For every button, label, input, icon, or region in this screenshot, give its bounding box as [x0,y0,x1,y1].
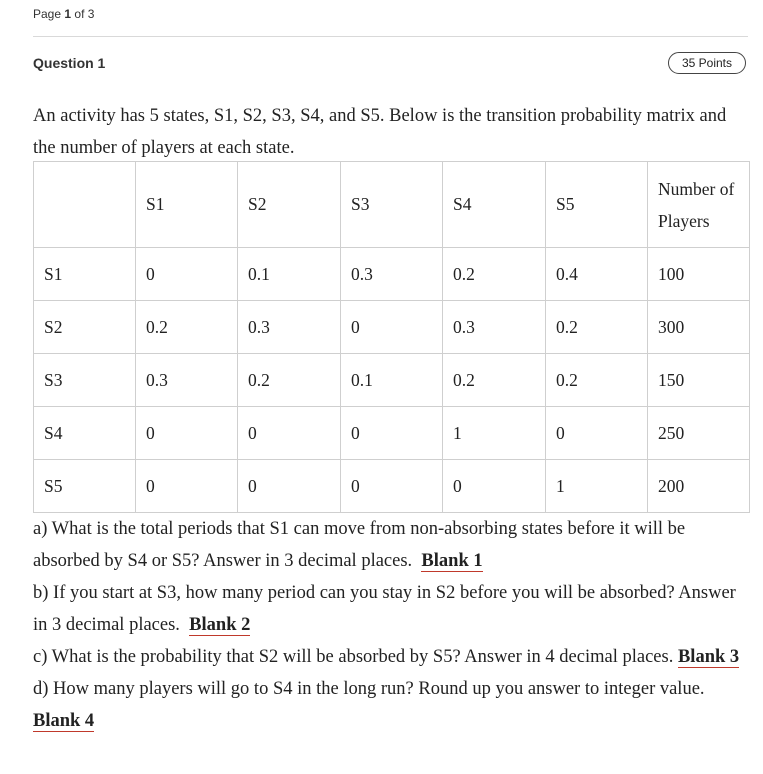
page-prefix: Page [33,7,62,21]
table-cell: 0 [238,460,341,513]
table-cell: 0.1 [238,248,341,301]
header-divider [33,36,748,37]
table-cell: 0.2 [546,354,648,407]
question-title: Question 1 [33,55,106,71]
table-cell: S1 [34,248,136,301]
table-cell: 0.2 [443,248,546,301]
question-c-text: c) What is the probability that S2 will be absorbed by S5? Answer in 4 decimal places. [33,647,674,667]
blank-2-field[interactable]: Blank 2 [189,615,251,635]
page-total: of 3 [74,7,95,21]
table-cell: S4 [34,407,136,460]
table-cell: S2 [34,301,136,354]
table-row [34,248,750,301]
table-row [34,407,750,460]
blank-4-field[interactable]: Blank 4 [33,711,95,731]
page-current: 1 [64,7,72,21]
points-badge: 35 Points [668,52,746,74]
blank-3-field[interactable]: Blank 3 [677,647,740,667]
transition-matrix-table [33,161,750,513]
table-cell: 0.2 [136,301,238,354]
table-header-row [34,162,750,248]
table-cell: 0 [341,407,443,460]
question-a [33,513,753,577]
table-row [34,301,750,354]
header-cell-number-of-players: Number of Players [648,162,750,248]
header-cell [34,162,136,248]
blank-1-field[interactable]: Blank 1 [421,551,483,571]
question-c [33,641,753,673]
table-cell: 0 [136,407,238,460]
table-cell: 1 [546,460,648,513]
table-cell: 200 [648,460,750,513]
table-cell: 0.3 [136,354,238,407]
table-row [34,354,750,407]
header-cell: S1 [136,162,238,248]
table-cell: 250 [648,407,750,460]
table-row [34,460,750,513]
table-cell: S5 [34,460,136,513]
header-cell: S4 [443,162,546,248]
sub-questions [33,513,753,737]
question-d-text: d) How many players will go to S4 in the long run? Round up you answer to integer value. [33,679,705,699]
question-d [33,673,753,737]
table-cell: 0 [238,407,341,460]
header-cell: S2 [238,162,341,248]
table-cell: 0 [136,460,238,513]
table-cell: 0.1 [341,354,443,407]
table-cell: 0.3 [341,248,443,301]
table-cell: 0 [136,248,238,301]
table-cell: 1 [443,407,546,460]
header-cell: S3 [341,162,443,248]
question-b-text: b) If you start at S3, how many period can you stay in S2 before you will be absorbed? Answer in 3 decimal places. [33,583,736,635]
table-cell: 0.3 [238,301,341,354]
table-cell: 0.2 [238,354,341,407]
table-cell: 0 [443,460,546,513]
table-cell: 0.3 [443,301,546,354]
table-cell: 0 [341,460,443,513]
table-cell: 300 [648,301,750,354]
table-cell: 150 [648,354,750,407]
page-indicator [33,7,94,21]
table-cell: 0.4 [546,248,648,301]
question-a-text: a) What is the total periods that S1 can move from non-absorbing states before it will be absorbed by S4 or S5? Answer in 3 decimal places. [33,519,686,571]
header-cell: S5 [546,162,648,248]
table-cell: S3 [34,354,136,407]
table-cell: 0.2 [546,301,648,354]
table-cell: 0 [341,301,443,354]
table-cell: 0 [546,407,648,460]
question-intro: An activity has 5 states, S1, S2, S3, S4, and S5. Below is the transition probability matrix and the number of players at each state. [33,106,727,158]
question-b [33,577,753,641]
table-cell: 100 [648,248,750,301]
table-cell: 0.2 [443,354,546,407]
